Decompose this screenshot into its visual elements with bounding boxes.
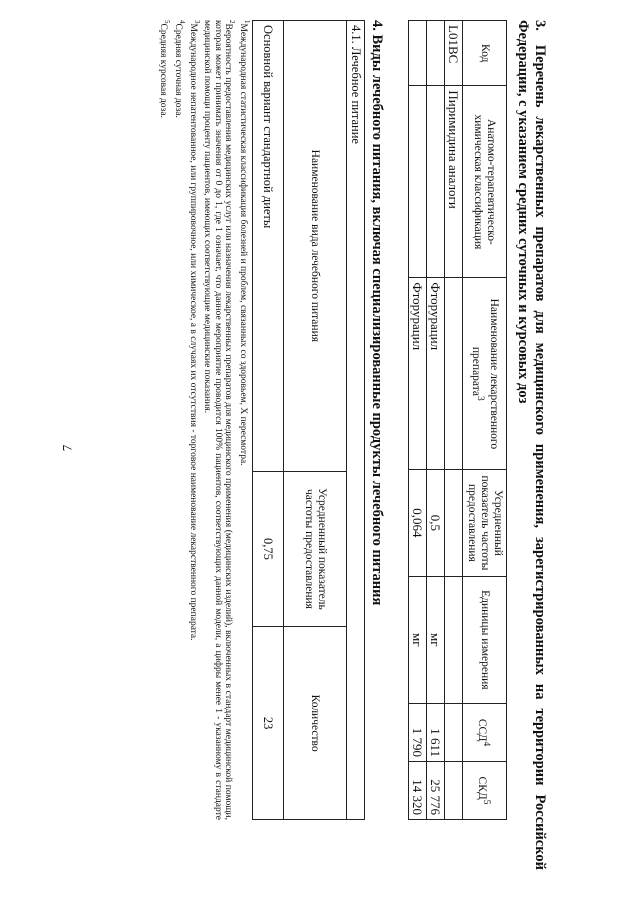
header-frequency: Усредненный показатель частоты предоставления bbox=[463, 470, 507, 576]
section-4-number: 4. bbox=[369, 20, 385, 31]
drug-unit: мг bbox=[409, 576, 427, 704]
header-code: Код bbox=[463, 21, 507, 86]
drug-ssd: 1 790 bbox=[409, 704, 427, 762]
header-unit: Единицы измерения bbox=[463, 576, 507, 704]
diet-subsection: 4.1. Лечебное питание bbox=[347, 21, 365, 820]
header-skd: СКД$^5$ bbox=[463, 762, 507, 820]
table-row bbox=[445, 21, 463, 820]
section-4-heading bbox=[368, 20, 385, 870]
rotated-page-content bbox=[90, 20, 560, 870]
diet-table bbox=[252, 20, 365, 820]
drug-frequency: 0,064 bbox=[409, 470, 427, 576]
table-row bbox=[253, 21, 284, 820]
footnote: $^4$Средняя суточная доза. bbox=[172, 20, 187, 118]
drug-ssd: 1 611 bbox=[427, 704, 445, 762]
diet-quantity: 23 bbox=[253, 627, 284, 820]
drug-skd: 25 776 bbox=[427, 762, 445, 820]
table-row bbox=[347, 21, 365, 820]
section-3-heading bbox=[514, 20, 548, 870]
drug-name: Фторурацил bbox=[409, 278, 427, 470]
header-ssd: ССД$^4$ bbox=[463, 704, 507, 762]
footnotes bbox=[158, 20, 252, 820]
diet-frequency: 0,75 bbox=[253, 471, 284, 627]
section-4-title: Виды лечебного питания, включая специализированные продукты лечебного питания bbox=[369, 34, 385, 606]
group-atc: Пиримидина аналоги bbox=[445, 86, 463, 278]
drug-skd: 14 320 bbox=[409, 762, 427, 820]
drug-name: Фторурацил bbox=[427, 278, 445, 470]
header-quantity: Количество bbox=[284, 627, 347, 820]
drug-table-header bbox=[463, 21, 507, 820]
header-diet-frequency: Усредненный показатель частоты предоставления bbox=[284, 471, 347, 627]
diet-table-header bbox=[284, 21, 347, 820]
section-3-number: 3. bbox=[532, 20, 548, 31]
table-row bbox=[427, 21, 445, 820]
footnote: $^1$Международная статистическая классификация болезней и проблем, связанных со здоровьем, X пересмотра. bbox=[237, 20, 251, 466]
table-row bbox=[409, 21, 427, 820]
footnote: $^5$Средняя курсовая доза. bbox=[158, 20, 172, 118]
section-3-title: Перечень лекарственных препаратов для медицинского применения, зарегистрированных на территории Российской Федерации, с указанием средних суточных и курсовых доз bbox=[515, 20, 548, 870]
header-diet-name: Наименование вида лечебного питания bbox=[284, 21, 347, 472]
footnote: $^3$Международное непатентованное, или группировочное, или химическое, а в случаях их отсутствия - торговое наименование лекарственного препарата. bbox=[187, 20, 201, 641]
header-atc: Анатомо-терапевтическо-химическая классификация bbox=[463, 86, 507, 278]
diet-name: Основной вариант стандартной диеты bbox=[253, 21, 284, 472]
drug-unit: мг bbox=[427, 576, 445, 704]
footnote: $^2$Вероятность предоставления медицинских услуг или назначения лекарственных препаратов для медицинского применения (медицинских изделий), включенных в стандарт медицинской помощи, которая может принимать значения от 0 до 1, где 1 означает, что данное мероприятие проводится 100% пациентов, соответствующих данной модели, а цифры менее 1 - указанному в стандарте медицинской помощи проценту пациентов, имеющих соответствующие медицинские показания. bbox=[202, 20, 237, 820]
header-drug-name: Наименование лекарственного препарата$^3$ bbox=[463, 278, 507, 470]
page-number: 7 bbox=[59, 444, 75, 452]
drug-frequency: 0,5 bbox=[427, 470, 445, 576]
drug-table bbox=[408, 20, 507, 820]
group-code: L01BC bbox=[445, 21, 463, 86]
